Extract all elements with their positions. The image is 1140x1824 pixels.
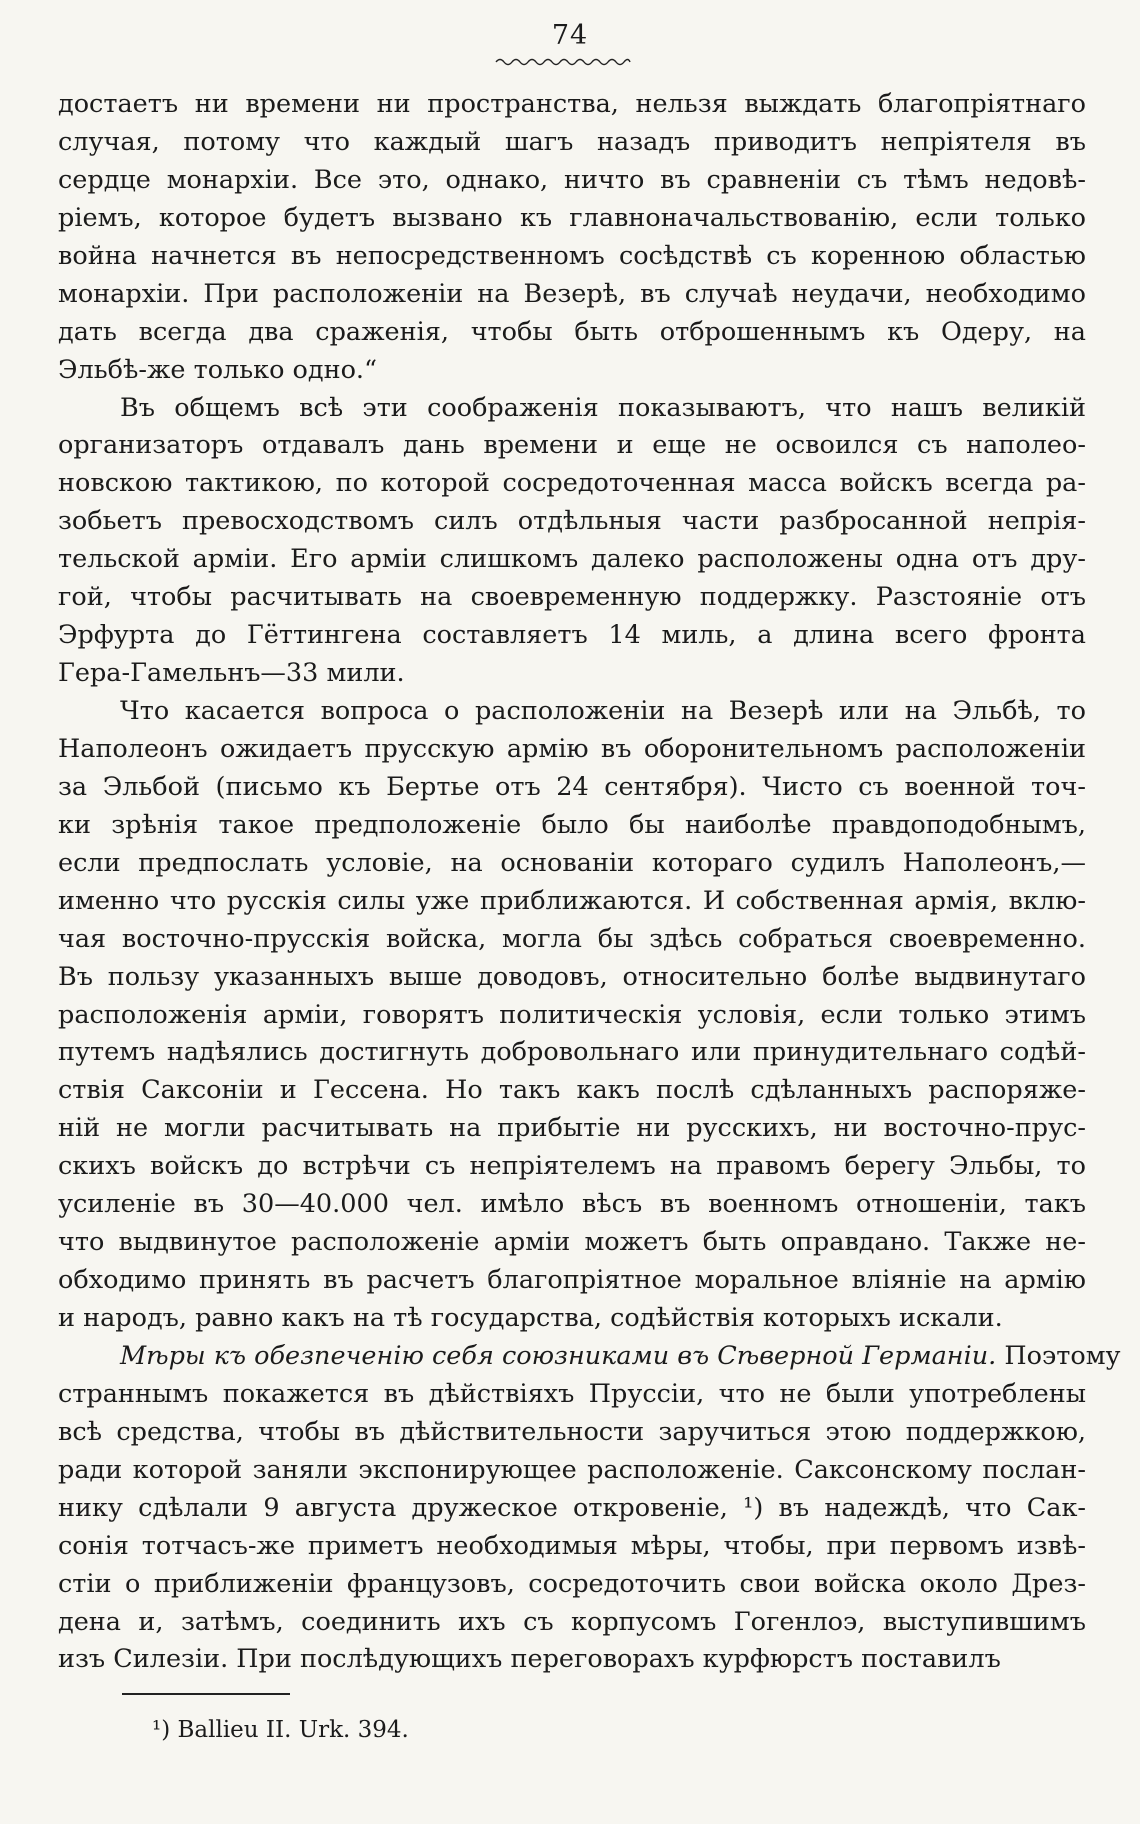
text-line — [58, 1604, 1086, 1642]
text-line — [58, 162, 1086, 200]
line-text: новскою тактикою, по которой сосредоточенная масса войскъ всегда ра- — [58, 468, 1086, 499]
text-line — [58, 200, 1086, 238]
text-line — [58, 921, 1086, 959]
line-text: сонія тотчасъ-же приметъ необходимыя мѣры, чтобы, при первомъ извѣ- — [58, 1530, 1086, 1561]
line-text: дать всегда два сраженія, чтобы быть отброшеннымъ къ Одеру, на — [58, 316, 1086, 347]
text-line — [58, 1490, 1086, 1528]
text-line — [58, 655, 1086, 693]
line-text: Гера-Гамельнъ—33 мили. — [58, 658, 405, 689]
line-text: нику сдѣлали 9 августа дружеское откровеніе, ¹) въ надеждѣ, что Сак- — [58, 1492, 1086, 1523]
line-text: ствія Саксоніи и Гессена. Но такъ какъ послѣ сдѣланныхъ распоряже- — [58, 1075, 1086, 1106]
line-text: ради которой заняли экспонирующее расположеніе. Саксонскому послан- — [58, 1454, 1086, 1485]
text-line — [58, 1110, 1086, 1148]
text-line — [58, 427, 1086, 465]
text-line — [58, 465, 1086, 503]
line-text: дена и, затѣмъ, соединить ихъ съ корпусомъ Гогенлоэ, выступившимъ — [58, 1606, 1086, 1637]
text-line — [58, 1338, 1121, 1376]
line-text: и народъ, равно какъ на тѣ государства, содѣйствія которыхъ искали. — [58, 1303, 1003, 1333]
text-line — [58, 503, 1086, 541]
text-line — [58, 1414, 1086, 1452]
text-line — [58, 693, 1086, 731]
text-line — [58, 845, 1086, 883]
line-text: Наполеонъ ожидаетъ прусскую армію въ оборонительномъ расположеніи — [58, 733, 1086, 764]
page-number: 74 — [551, 20, 589, 51]
line-text: монархіи. При расположеніи на Везерѣ, въ случаѣ неудачи, необходимо — [58, 278, 1086, 309]
text-line — [58, 997, 1086, 1035]
line-text: обходимо принять въ расчетъ благопріятное моральное вліяніе на армію — [58, 1265, 1086, 1296]
line-text: Что касается вопроса о расположеніи на Везерѣ или на Эльбѣ, то — [120, 696, 1086, 726]
line-text: именно что русскія силы уже приближаются. И собственная армія, вклю- — [58, 885, 1086, 916]
line-text: что выдвинутое расположеніе арміи можетъ быть оправдано. Также не- — [58, 1227, 1086, 1258]
text-line — [58, 124, 1086, 162]
line-text: достаетъ ни времени ни пространства, нельзя выждать благопріятнаго — [58, 89, 1086, 119]
body-text — [58, 86, 1121, 1679]
text-line — [58, 1300, 1086, 1338]
line-text: война начнется въ непосредственномъ сосѣдствѣ съ коренною областью — [58, 240, 1086, 271]
line-text: Въ общемъ всѣ эти соображенія показываютъ, что нашъ великій — [120, 392, 1086, 423]
line-text: усиленіе въ 30—40.000 чел. имѣло вѣсъ въ военномъ отношеніи, такъ — [58, 1189, 1086, 1220]
footnote-divider — [122, 1693, 290, 1695]
text-line — [58, 1452, 1086, 1490]
line-text: гой, чтобы расчитывать на своевременную поддержку. Разстояніе отъ — [58, 582, 1086, 613]
line-text: Поэтому — [996, 1340, 1121, 1371]
text-line — [58, 314, 1086, 352]
text-line — [58, 541, 1086, 579]
line-text: случая, потому что каждый шагъ назадъ приводитъ непріятеля въ — [58, 126, 1086, 157]
text-line — [58, 1641, 1086, 1679]
line-text: всѣ средства, чтобы въ дѣйствительности заручиться этою поддержкою, — [58, 1416, 1086, 1447]
text-line — [58, 238, 1086, 276]
text-line — [58, 1148, 1086, 1186]
text-line — [58, 1224, 1086, 1262]
line-text: зобьетъ превосходствомъ силъ отдѣльныя части разбросанной непрія- — [58, 506, 1086, 537]
line-text: если предпослать условіе, на основаніи котораго судилъ Наполеонъ,— — [58, 847, 1086, 878]
text-line — [58, 1186, 1086, 1224]
text-line — [58, 86, 1086, 124]
line-text: путемъ надѣялись достигнуть добровольнаго или принудительнаго содѣй- — [58, 1037, 1086, 1068]
text-line — [58, 579, 1086, 617]
text-line — [58, 883, 1086, 921]
line-text: стіи о приближеніи французовъ, сосредоточить свои войска около Дрез- — [58, 1568, 1086, 1599]
line-text: за Эльбой (письмо къ Бертье отъ 24 сентября). Чисто съ военной точ- — [58, 771, 1086, 802]
line-text: тельской арміи. Его арміи слишкомъ далеко расположены одна отъ дру- — [58, 544, 1086, 575]
line-text: расположенія арміи, говорятъ политическія условія, если только этимъ — [58, 999, 1086, 1030]
text-line — [58, 390, 1086, 428]
line-text: чая восточно-прусскія войска, могла бы здѣсь собраться своевременно. — [58, 923, 1086, 954]
line-text: Въ пользу указанныхъ выше доводовъ, относительно болѣе выдвинутаго — [58, 961, 1086, 992]
line-text: сердце монархіи. Все это, однако, ничто въ сравненіи съ тѣмъ недовѣ- — [58, 164, 1086, 195]
line-text: ріемъ, которое будетъ вызвано къ главноначальствованію, если только — [58, 202, 1086, 233]
text-line — [58, 769, 1086, 807]
text-line — [58, 1262, 1086, 1300]
text-line — [58, 352, 1086, 390]
line-text: Эльбѣ-же только одно.“ — [58, 354, 378, 385]
text-line — [58, 617, 1086, 655]
line-text: Эрфурта до Гёттингена составляетъ 14 миль, а длина всего фронта — [58, 620, 1086, 651]
text-line — [58, 959, 1086, 997]
footnote: ¹) Ballieu II. Urk. 394. — [152, 1717, 409, 1743]
line-text: скихъ войскъ до встрѣчи съ непріятелемъ на правомъ берегу Эльбы, то — [58, 1151, 1086, 1182]
line-text: ки зрѣнія такое предположеніе было бы наиболѣе правдоподобнымъ, — [58, 809, 1086, 840]
text-line — [58, 731, 1086, 769]
line-text: ній не могли расчитывать на прибытіе ни русскихъ, ни восточно-прус- — [58, 1113, 1086, 1144]
italic-heading: Мѣры къ обезпеченію себя союзниками въ Сѣверной Германіи. — [120, 1340, 997, 1371]
text-line — [58, 276, 1086, 314]
wavy-ornament-icon — [496, 56, 630, 68]
text-line — [58, 1566, 1086, 1604]
line-text: изъ Силезіи. При послѣдующихъ переговорахъ курфюрстъ поставилъ — [58, 1644, 1001, 1675]
line-text: страннымъ покажется въ дѣйствіяхъ Пруссіи, что не были употреблены — [58, 1378, 1086, 1409]
text-line — [58, 807, 1086, 845]
text-line — [58, 1376, 1086, 1414]
text-line — [58, 1528, 1086, 1566]
text-line — [58, 1072, 1086, 1110]
line-text: организаторъ отдавалъ дань времени и еще не освоился съ наполео- — [58, 430, 1086, 461]
text-line — [58, 1034, 1086, 1072]
